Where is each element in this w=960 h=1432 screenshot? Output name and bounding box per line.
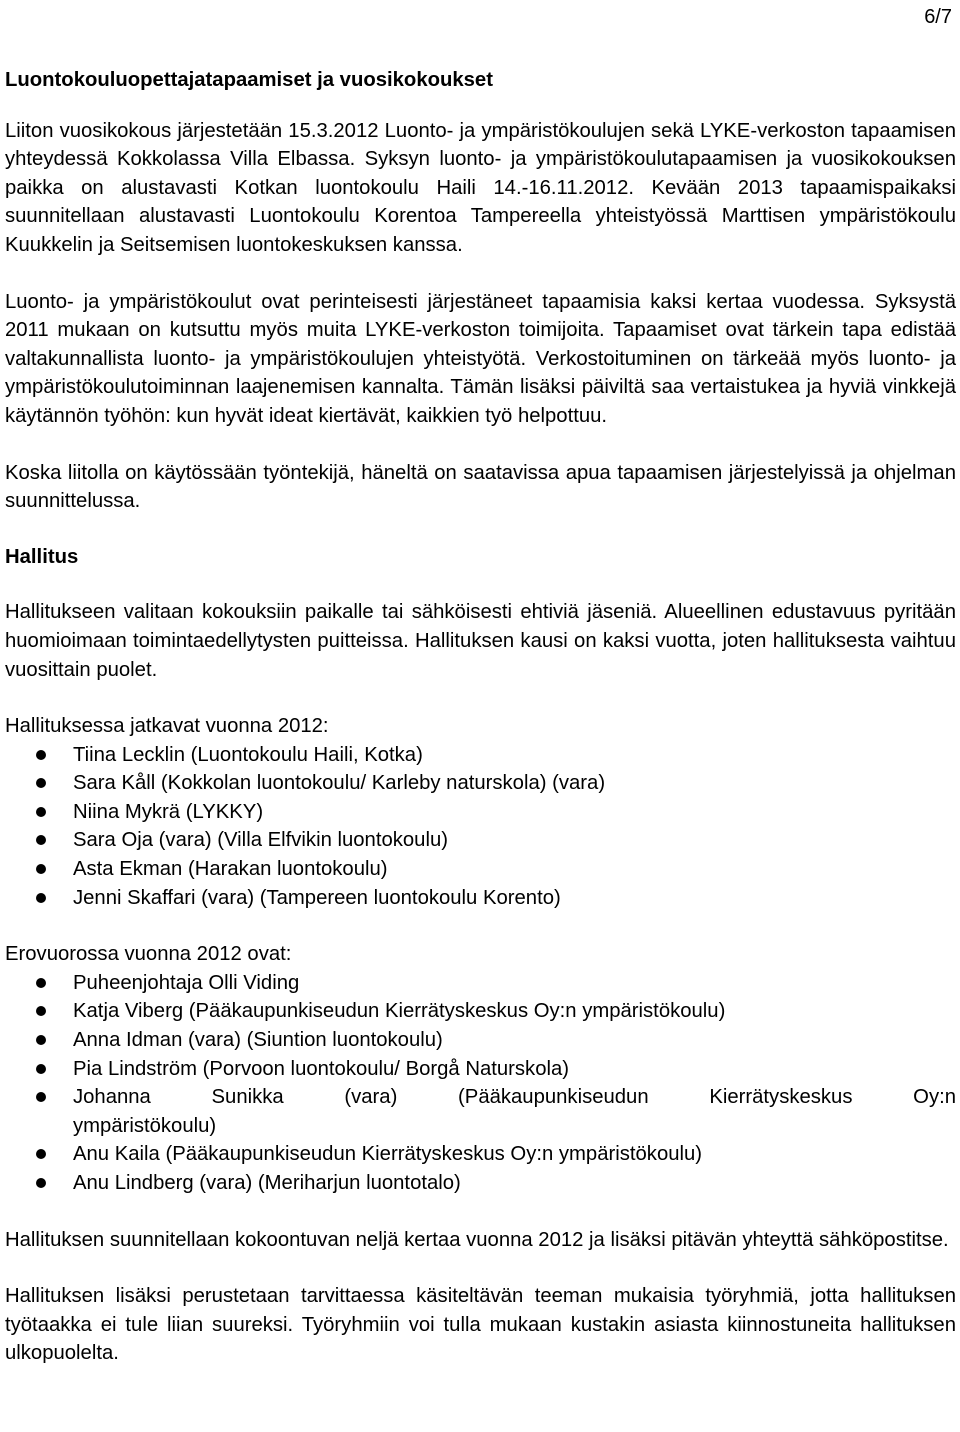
- list-item: Puheenjohtaja Olli Viding: [5, 969, 956, 998]
- document-body: [5, 66, 956, 1368]
- section-heading-board: Hallitus: [5, 545, 79, 568]
- list-item: Tiina Lecklin (Luontokoulu Haili, Kotka): [5, 741, 956, 770]
- list-item: Anu Kaila (Pääkaupunkiseudun Kierrätyskeskus Oy:n ympäristökoulu): [5, 1140, 956, 1169]
- continuing-members-list: [5, 741, 956, 913]
- list-item-line: ympäristökoulu): [73, 1114, 217, 1137]
- list-item: Anu Lindberg (vara) (Meriharjun luontotalo): [5, 1169, 956, 1198]
- list-item: Anna Idman (vara) (Siuntion luontokoulu): [5, 1026, 956, 1055]
- paragraph-board-meetings: Hallituksen suunnitellaan kokoontuvan neljä kertaa vuonna 2012 ja lisäksi pitävän yhteyttä sähköpostitse.: [5, 1228, 949, 1251]
- continuing-members-heading: Hallituksessa jatkavat vuonna 2012:: [5, 715, 329, 738]
- list-item: [5, 1083, 956, 1140]
- paragraph-board-intro: Hallitukseen valitaan kokouksiin paikalle tai sähköisesti ehtiviä jäseniä. Alueellinen edustavuus pyritään huomioimaan toimintaedellytysten puitteissa. Hallituksen kausi on kaksi vuotta, joten hallituksesta vaihtuu vuosittain puolet.: [5, 601, 956, 681]
- paragraph-workgroups: Hallituksen lisäksi perustetaan tarvittaessa käsiteltävän teeman mukaisia työryhmiä, jotta hallituksen työtaakka ei tule liian suureksi. Työryhmiin voi tulla mukaan kustakin asiasta kiinnostuneita hallituksen ulkopuolelta.: [5, 1285, 956, 1365]
- list-item: Asta Ekman (Harakan luontokoulu): [5, 855, 956, 884]
- list-item: Jenni Skaffari (vara) (Tampereen luontokoulu Korento): [5, 884, 956, 913]
- paragraph-employee-help: Koska liitolla on käytössään työntekijä, häneltä on saatavissa apua tapaamisen järjestelyissä ja ohjelman suunnittelussa.: [5, 461, 956, 513]
- list-item: Sara Oja (vara) (Villa Elfvikin luontokoulu): [5, 826, 956, 855]
- list-item: Niina Mykrä (LYKKY): [5, 798, 956, 827]
- rotating-members-heading: Erovuorossa vuonna 2012 ovat:: [5, 943, 292, 966]
- page-number: 6/7: [924, 6, 952, 28]
- rotating-members-list: [5, 969, 956, 1198]
- paragraph-meeting-tradition: Luonto- ja ympäristökoulut ovat perinteisesti järjestäneet tapaamisia kaksi kertaa vuodessa. Syksystä 2011 mukaan on kutsuttu myös muita LYKE-verkoston toimijoita. Tapaamiset ovat tärkein tapa edistää valtakunnallista luonto- ja ympäristökoulujen yhteistyötä. Verkostoituminen on tärkeää myös luonto- ja ympäristökoulutoiminnan laajenemisen kannalta. Tämän lisäksi päiviltä saa vertaistukea ja hyviä vinkkejä käytännön työhön: kun hyvät ideat kiertävät, kaikkien työ helpottuu.: [5, 290, 956, 427]
- list-item: Katja Viberg (Pääkaupunkiseudun Kierrätyskeskus Oy:n ympäristökoulu): [5, 997, 956, 1026]
- list-item: Pia Lindström (Porvoon luontokoulu/ Borgå Naturskola): [5, 1055, 956, 1084]
- list-item: Sara Kåll (Kokkolan luontokoulu/ Karleby naturskola) (vara): [5, 769, 956, 798]
- section-heading-meetings: Luontokouluopettajatapaamiset ja vuosikokoukset: [5, 69, 493, 91]
- list-item-line: Johanna Sunikka (vara) (Pääkaupunkiseudun Kierrätyskeskus Oy:n: [73, 1086, 956, 1109]
- paragraph-annual-meeting: Liiton vuosikokous järjestetään 15.3.2012 Luonto- ja ympäristökoulujen sekä LYKE-verkoston tapaamisen yhteydessä Kokkolassa Villa Elbassa. Syksyn luonto- ja ympäristökoulutapaamisen ja vuosikokouksen paikka on alustavasti Kotkan luontokoulu Haili 14.-16.11.2012. Kevään 2013 tapaamispaikaksi suunnitellaan alustavasti Luontokoulu Korentoa Tampereella yhteistyössä Marttisen ympäristökoulu Kuukkelin ja Seitsemisen luontokeskuksen kanssa.: [5, 119, 956, 256]
